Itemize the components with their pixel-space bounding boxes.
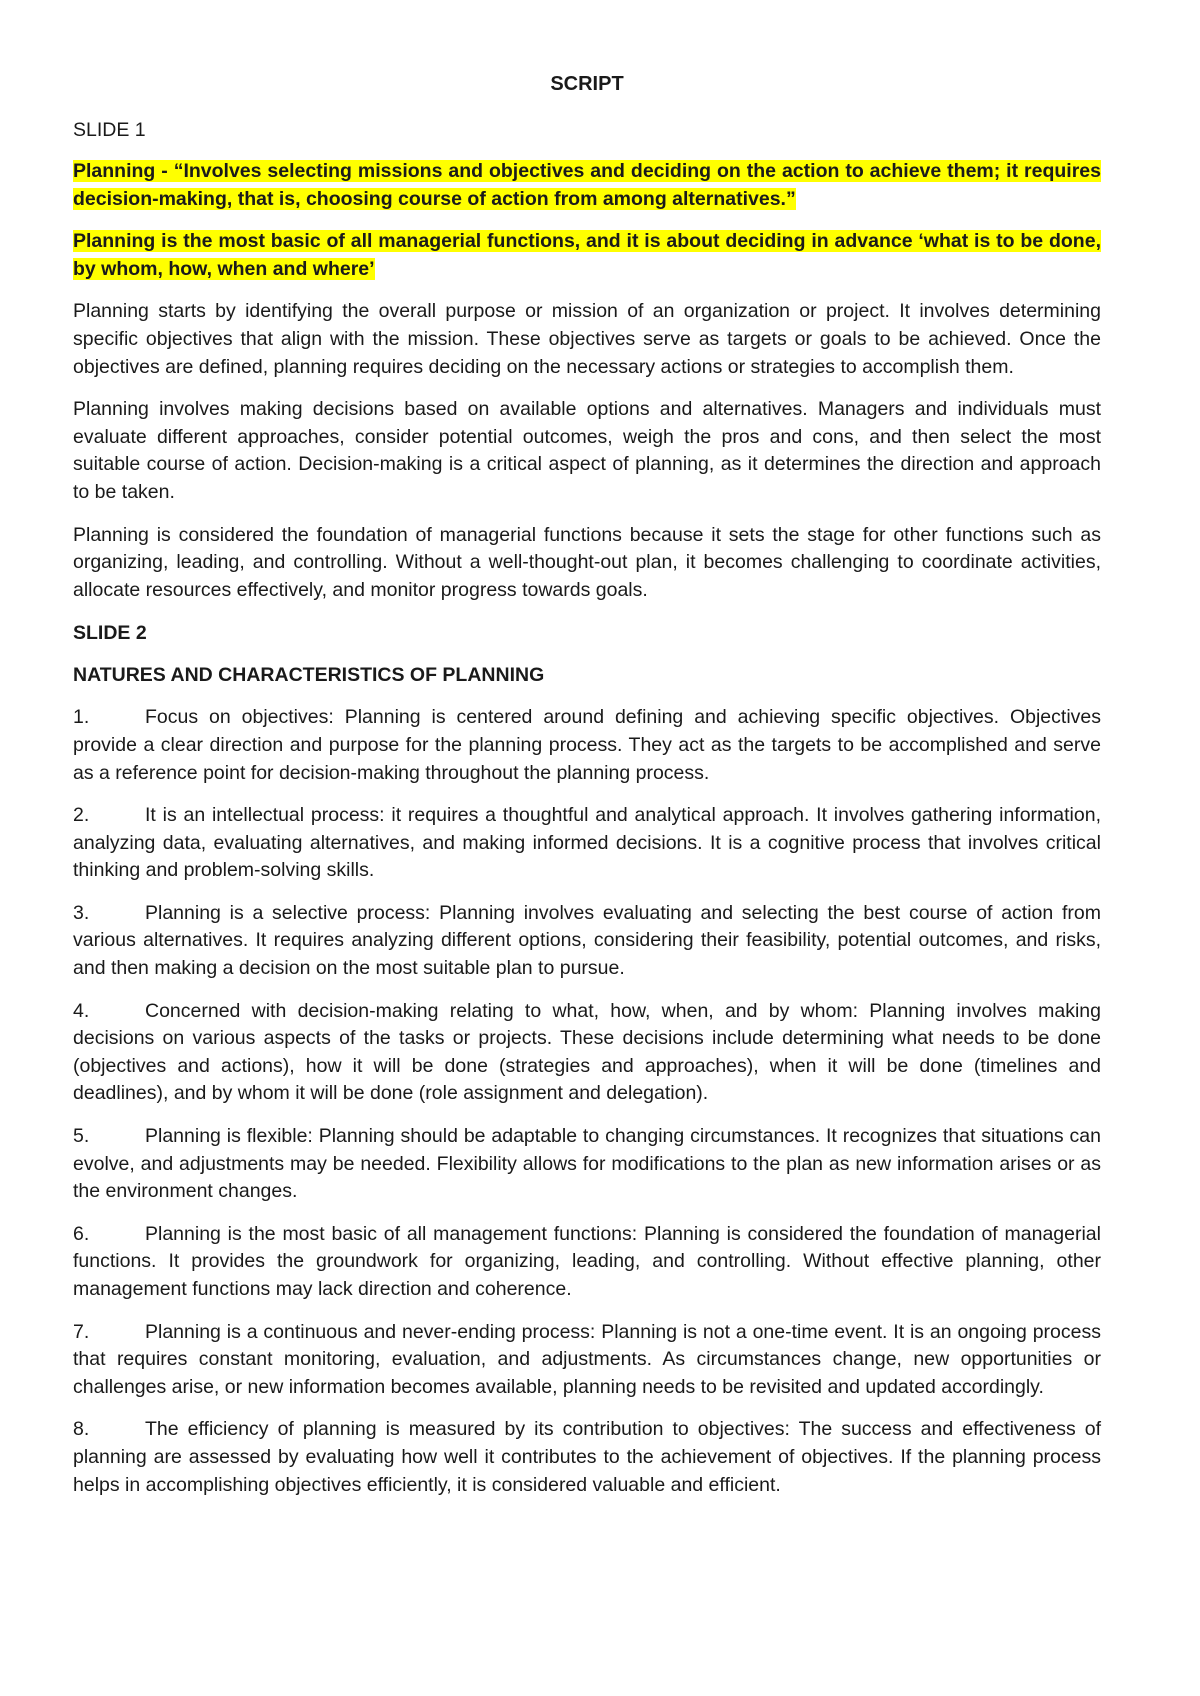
item-number: 4. bbox=[73, 999, 90, 1022]
slide-2-label: SLIDE 2 bbox=[73, 622, 147, 645]
item-text: Focus on objectives: Planning is centered around defining and achieving specific objectives. Objectives provide a clear direction and purpose for the planning process. They act as the targets to be accomplished and serve as a reference point for decision-making throughout the planning process. bbox=[73, 706, 1101, 784]
item-number: 7. bbox=[73, 1320, 90, 1343]
highlighted-text: Planning - “Involves selecting missions and objectives and deciding on the action to achieve them; it requires decision-making, that is, choosing course of action from among alternatives.” bbox=[73, 160, 1101, 210]
item-text: The efficiency of planning is measured by its contribution to objectives: The success and effectiveness of planning are assessed by evaluating how well it contributes to the achievement of objectives. If the planning process helps in accomplishing objectives efficiently, it is considered valuable and efficient. bbox=[73, 1418, 1101, 1496]
item-text: Planning is the most basic of all management functions: Planning is considered the foundation of managerial functions. It provides the groundwork for organizing, leading, and controlling. Without effective planning, other management functions may lack direction and coherence. bbox=[73, 1222, 1101, 1300]
document-page bbox=[73, 70, 1101, 1514]
list-item bbox=[73, 900, 1101, 983]
list-item bbox=[73, 704, 1101, 787]
item-text: Planning is a selective process: Planning involves evaluating and selecting the best course of action from various alternatives. It requires analyzing different options, considering their feasibility, potential outcomes, and risks, and then making a decision on the most suitable plan to pursue. bbox=[73, 901, 1101, 980]
paragraph-decisions: Planning involves making decisions based on available options and alternatives. Managers and individuals must evaluate different approaches, consider potential outcomes, weigh the pros and cons, and then select the most suitable course of action. Decision-making is a critical aspect of planning, as it determines the direction and approach to be taken. bbox=[73, 398, 1101, 503]
planning-definition bbox=[73, 158, 1101, 213]
document-title: SCRIPT bbox=[550, 73, 624, 95]
item-text: Concerned with decision-making relating to what, how, when, and by whom: Planning involves making decisions on various aspects of the tasks or projects. These decisions include determining what needs to be done (objectives and actions), how it will be done (strategies and approaches), when it will be done (timelines and deadlines), and by whom it will be done (role assignment and delegation). bbox=[73, 999, 1101, 1105]
list-item bbox=[73, 1221, 1101, 1304]
planning-basic-statement bbox=[73, 228, 1101, 283]
item-text: It is an intellectual process: it requires a thoughtful and analytical approach. It involves gathering information, analyzing data, evaluating alternatives, and making informed decisions. It is a cognitive process that involves critical thinking and problem-solving skills. bbox=[73, 804, 1101, 882]
highlighted-text: Planning is the most basic of all managerial functions, and it is about deciding in advance ‘what is to be done, by whom, how, when and where’ bbox=[73, 230, 1101, 280]
item-number: 5. bbox=[73, 1125, 90, 1148]
list-item bbox=[73, 1416, 1101, 1499]
item-number: 3. bbox=[73, 901, 90, 924]
list-item bbox=[73, 802, 1101, 885]
item-text: Planning is flexible: Planning should be adaptable to changing circumstances. It recognizes that situations can evolve, and adjustments may be needed. Flexibility allows for modifications to the plan as new information arises or as the environment changes. bbox=[73, 1125, 1101, 1203]
section-heading: NATURES AND CHARACTERISTICS OF PLANNING bbox=[73, 664, 545, 687]
item-number: 2. bbox=[73, 804, 90, 827]
item-text: Planning is a continuous and never-ending process: Planning is not a one-time event. It is an ongoing process that requires constant monitoring, evaluation, and adjustments. As circumstances change, new opportunities or challenges arise, or new information becomes available, planning needs to be revisited and updated accordingly. bbox=[73, 1320, 1101, 1398]
slide-1-label: SLIDE 1 bbox=[73, 119, 146, 141]
item-number: 1. bbox=[73, 706, 90, 729]
item-number: 8. bbox=[73, 1418, 90, 1441]
paragraph-foundation: Planning is considered the foundation of managerial functions because it sets the stage for other functions such as organizing, leading, and controlling. Without a well-thought-out plan, it becomes challenging to coordinate activities, allocate resources effectively, and monitor progress towards goals. bbox=[73, 523, 1101, 601]
list-item bbox=[73, 1319, 1101, 1402]
list-item bbox=[73, 998, 1101, 1108]
item-number: 6. bbox=[73, 1222, 90, 1245]
list-item bbox=[73, 1123, 1101, 1206]
paragraph-mission: Planning starts by identifying the overall purpose or mission of an organization or project. It involves determining specific objectives that align with the mission. These objectives serve as targets or goals to be achieved. Once the objectives are defined, planning requires deciding on the necessary actions or strategies to accomplish them. bbox=[73, 300, 1101, 378]
